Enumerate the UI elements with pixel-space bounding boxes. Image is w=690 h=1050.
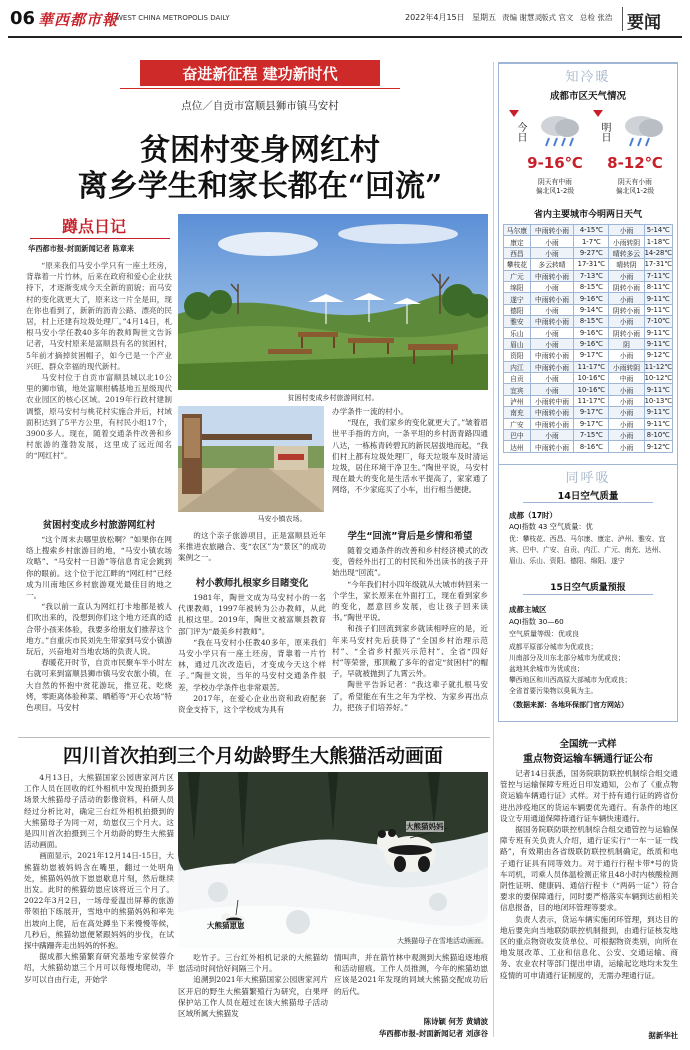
today-condition: 小雨 (530, 281, 574, 292)
city-name: 资阳 (504, 350, 531, 361)
city-weather-row (504, 338, 673, 349)
body-paragraph: 据国务院联防联控机制综合组交通管控与运输保障专班有关负责人介绍，通行证实行“一车一证一线路”，有效期由各省级联防联控机制确定，纸质和电子通行证具有同等效力。对于通行行程卡带*号的货车司机，司乘人员体温检测正常且48小时内核酸检测阴性证明、健康码、通信行程卡（“两码一证”）符合要求的要保障通行，同时要严格落实车辆到达前相关信息报备，目的地闭环管理等要求。 (500, 825, 678, 913)
today-condition: 中雨转小雨 (530, 441, 574, 452)
city-weather-row (504, 225, 673, 236)
today-condition: 小雨 (530, 384, 574, 395)
city-name: 巴中 (504, 430, 531, 441)
today-condition: 小雨 (530, 338, 574, 349)
freight-text (500, 768, 678, 1028)
editor-3: 总检 张浩 (580, 13, 613, 22)
body-paragraph: 追溯到2021年大熊猫国家公园唐家河片区开启的野生大熊猫繁殖行为研究，白果坪保护站工作人员在超过在该大熊猫母子活动区域所属大熊猫发 (178, 975, 328, 1019)
city-name: 宜宾 (504, 384, 531, 395)
city-weather-row (504, 407, 673, 418)
tomorrow-range: 10-13℃ (644, 397, 672, 406)
location-tag: 点位／自贡市富顺县狮市镇马安村 (181, 100, 339, 112)
city-table-title: 省内主要城市今明两日天气 (533, 210, 642, 220)
tomorrow-condition: 小雨 (609, 430, 644, 441)
headline (30, 133, 490, 205)
tomorrow-range: 9-12℃ (644, 350, 672, 361)
body-paragraph: 1981年，陶世文成为马安村小的一名代课教师，1997年被转为公办教师，从此扎根这里。2019年，陶世文被富顺县教育部门评为“最美乡村教师”。 (178, 593, 326, 636)
freight-kicker: 全国统一式样 (559, 739, 617, 750)
today-range: 8-15℃ (574, 281, 609, 292)
today-condition: 小雨转中雨 (530, 395, 574, 406)
city-name: 达州 (504, 441, 531, 452)
panda-col-2 (178, 952, 328, 1042)
tomorrow-range: 11-12℃ (644, 362, 672, 371)
tomorrow-marker (593, 110, 603, 117)
tomorrow-range: 14-28℃ (644, 248, 672, 257)
panda-headline: 四川首次拍到三个月幼龄野生大熊猫活动画面 (62, 745, 443, 767)
tomorrow-condition: 小雨 (609, 441, 644, 452)
photo-label-mother: 大熊猫妈妈 (406, 822, 444, 831)
section-name: 要闻 (627, 13, 661, 33)
issue-date: 2022年4月15日 (405, 13, 465, 22)
body-paragraph: 记者14日获悉，国务院联防联控机制综合组交通管控与运输保障专班近日印发通知，公布了《重点物资运输车辆通行证》式样。对于持有通行证的跨省份进出涉疫地区的货运车辆要优先通行。有条件的地区设立专用通道保障持通行证车辆快速通行。 (500, 769, 678, 823)
tomorrow-condition: 小雨转阴 (609, 361, 644, 372)
city-weather-row (504, 430, 673, 441)
body-paragraph: 负责人表示，货运车辆实施闭环管理，到达目的地后要先向当地联防联控机制报到，由通行证核发地区的重点物资收发货单位、可根据物资类别，向所在地发展改革、工业和信息化、公安、交通运输、商务、农业农村等部门提出申请，运输起讫地均未发生疫情的可申请通行证制度的，无需办理通行证。 (500, 914, 678, 980)
today-temp: 9-16℃ (527, 154, 583, 172)
today-range: 8-15℃ (574, 316, 609, 327)
paper-name: 華西都市報 (38, 11, 119, 29)
forecast-line: 全省首要污染物以臭氧为主。 (509, 687, 598, 695)
forecast-quality: 空气质量等级：优或良 (509, 630, 579, 638)
tomorrow-range: 9-11℃ (644, 327, 672, 338)
body-paragraph: 陶世平告诉记者：“我这辈子就扎根马安了，希望能在有生之年为学校、为家乡再出点力，把孩子们培养好。” (332, 680, 488, 712)
tomorrow-range: 9-11℃ (644, 304, 672, 315)
today-range: 10-16℃ (574, 373, 609, 384)
photo-caption: 贫困村变成乡村旅游网红村。 (287, 394, 379, 402)
tomorrow-condition: 小雨 (609, 316, 644, 327)
tomorrow-condition: 小雨 (609, 407, 644, 418)
body-paragraph: 吃竹子。三台红外相机记录的大熊猫幼崽活动时间恰好间隔三个月。 (178, 953, 328, 974)
section-rule (18, 737, 490, 738)
city-name: 攀枝花 (504, 259, 531, 270)
editor-2: 版式 官文 (541, 13, 574, 22)
today-range: 7-13℃ (574, 270, 609, 281)
city-name: 南充 (504, 407, 531, 418)
body-paragraph: 据成都大熊猫繁育研究基地专家侯蓉介绍，大熊猫幼崽三个月可以每慢地爬动，半岁可以自由行走，开始学 (24, 952, 174, 984)
body-paragraph: 春暖花开时节，自贡市民聚车半小时左右就可来到富顺县狮市镇马安农旅小镇，在大自然的怀抱中赏花游玩，推豆花、吃烧烤，零距离体验种菜、晒稻等“开心农场”特色项目。马安村 (26, 658, 172, 713)
freight-source: 据新华社 (648, 1031, 678, 1040)
tomorrow-condition: 晴转多云 (609, 247, 644, 258)
tomorrow-range: 10-12℃ (644, 374, 672, 383)
today-wind: 偏北风1-2级 (535, 187, 575, 195)
forecast-line: 川南部分及川东北部分城市为优或良； (509, 654, 625, 662)
tomorrow-range: 8-11℃ (644, 281, 672, 292)
today-range: 10-16℃ (574, 384, 609, 395)
city-weather-row (504, 270, 673, 281)
banner-text: 奋进新征程 建功新时代 (182, 65, 338, 83)
tomorrow-condition: 小雨 (609, 350, 644, 361)
right-bottom-text (332, 545, 488, 742)
body-paragraph: 画面显示，2021年12月14日-15日，大熊猫幼崽被妈妈含在嘴里，翻过一处明角处，熊猫妈妈放下崽崽歇息片刻，然后继续出发。此时的熊猫幼崽应该将近三个月了。2022年3月2日，一场母爱温出屏幕的旅游带领拍下练展开，雪地中的熊猫妈妈和率先出坡向上爬，后在高处蹲坐下来慢慢等候，几秒后，熊猫幼崽便紧跟妈妈的步伐，在试探中蹒跚奔走出妈妈的怀抱。 (24, 851, 174, 951)
masthead (0, 0, 690, 40)
body-paragraph: 4月13日，大熊猫国家公园唐家河片区工作人员在回收的红外相机中发现拍摄到多场景大熊猫母子活动的影像资料，科研人员经过分析比对，确定三台红外相机拍摄到的大熊猫母子为同一对，幼崽仅三个月大。这是四川首次拍摄到三个月幼龄的野生大熊猫活动画面。 (24, 773, 174, 850)
today-label: 今日 (515, 122, 526, 142)
tomorrow-condition: 小雨 (609, 384, 644, 395)
body-paragraph: “今年我们村小四年级就从大城市转回来一个学生，家长原来在外面打工，现在看到家乡的变化，愿意回乡发展，也让孩子回来读书。”陶世平说。 (332, 579, 488, 623)
today-condition: 中雨转小雨 (530, 293, 574, 304)
banner-line-left (120, 88, 400, 89)
tomorrow-range: 9-11℃ (644, 418, 672, 429)
today-range: 9-17℃ (574, 350, 609, 361)
city-name: 雅安 (504, 316, 531, 327)
forecast-source: （数据来源：各地环保部门官方网站） (509, 701, 628, 709)
air-title: 14日空气质量 (557, 491, 619, 502)
today-condition: 多云转晴 (530, 259, 574, 270)
tomorrow-condition: 小雨 (609, 225, 644, 236)
tomorrow-block (591, 104, 671, 200)
today-condition: 小雨 (530, 304, 574, 315)
tomorrow-condition: 中雨 (609, 373, 644, 384)
city-name: 马尔康 (504, 225, 531, 236)
forecast-line: 攀西地区和川西高原大部城市为优或良； (509, 676, 632, 684)
city-weather-row (504, 384, 673, 395)
column-tag-line (30, 238, 170, 239)
tomorrow-desc: 阴天有小雨 (618, 178, 652, 186)
today-condition: 中雨转小雨 (530, 418, 574, 429)
forecast-title: 15日空气质量预报 (550, 583, 626, 593)
city-weather-row (504, 361, 673, 372)
tomorrow-wind: 偏北风1-2级 (615, 187, 655, 195)
panda-reporters: 陈诗颖 何芳 黄婧波 (423, 1017, 488, 1026)
city-weather-row (504, 293, 673, 304)
today-range: 17-31℃ (574, 259, 609, 270)
photo-caption: 马安小镇农场。 (257, 515, 307, 523)
photo-label-cub: 大熊猫崽崽 (207, 921, 245, 930)
today-condition: 小雨 (530, 430, 574, 441)
city-weather-row (504, 327, 673, 338)
tomorrow-condition: 小雨转阴 (609, 236, 644, 247)
section-1-text (26, 534, 172, 742)
city-weather-row (504, 316, 673, 327)
mid-top-text (178, 530, 326, 564)
forecast-line: 盆地其余城市为优或良； (509, 665, 584, 673)
body-paragraph: “这个周末去哪里放松啊？”如果你在网络上搜索乡村旅游目的地，“马安小镇农场攻略”、“马安村一日游”等信息肯定会跳到你的眼前。这个位于沱江畔的“网红村”已经成为川南地区乡村旅游观光最佳目的地之一。 (26, 535, 172, 601)
city-weather-table (503, 224, 673, 453)
air-aqi: AQI指数 43 空气质量：优 (509, 522, 593, 531)
tomorrow-condition: 小雨 (609, 418, 644, 429)
rain-cloud-icon (619, 112, 667, 152)
tomorrow-range: 17-31℃ (644, 260, 672, 269)
today-range: 9-16℃ (574, 338, 609, 349)
issue-weekday: 星期五 (472, 13, 496, 22)
city-weather-row (504, 236, 673, 247)
city-weather-row (504, 304, 673, 315)
today-range: 4-15℃ (574, 225, 609, 236)
today-range: 9-16℃ (574, 293, 609, 304)
tomorrow-condition: 阴转小雨 (609, 327, 644, 338)
tomorrow-condition: 小雨 (609, 395, 644, 406)
today-marker (509, 110, 519, 117)
today-range: 9-17℃ (574, 407, 609, 418)
village-tourism-photo (178, 214, 488, 390)
today-range: 9-27℃ (574, 247, 609, 258)
section-title: 贫困村变成乡村旅游网红村 (42, 520, 156, 531)
farm-gate-photo-art (178, 406, 324, 512)
masthead-rule (8, 36, 682, 38)
tomorrow-range: 9-12℃ (644, 441, 672, 452)
column-rule (493, 62, 494, 1037)
panda-col-1 (24, 772, 174, 1042)
body-paragraph: 和孩子们回流到家乡就读相呼应的是，近年来马安村先后获得了“全国乡村治理示范村”、“全省乡村振兴示范村”、全省“四好村”等荣誉，那顶戴了多年的省定“贫困村”的帽子，早就被抛到了九霄云外。 (332, 624, 488, 679)
air-list: 优：攀枝花、西昌、马尔康、康定、泸州、雅安、宜宾、巴中、广安、自贡、内江、广元、南充、达州、眉山、乐山、资阳、德阳、绵阳、遂宁 (509, 535, 666, 565)
tomorrow-condition: 阴转小雨 (609, 281, 644, 292)
today-range: 9-14℃ (574, 304, 609, 315)
today-condition: 中雨转小雨 (530, 407, 574, 418)
today-condition: 小雨 (530, 373, 574, 384)
page-number: 06 (10, 8, 36, 29)
farm-gate-photo (178, 406, 324, 512)
city-name: 乐山 (504, 327, 531, 338)
today-block (507, 104, 587, 200)
city-weather-row (504, 441, 673, 452)
city-weather-table-grid (503, 224, 673, 453)
panda-byline: 华西都市报-封面新闻记者 刘彦谷 (378, 1029, 488, 1038)
lead-text (26, 260, 172, 504)
today-range: 11-17℃ (574, 395, 609, 406)
mid-bottom-text (178, 592, 326, 742)
air-title-line (523, 502, 653, 503)
today-condition: 小雨 (530, 236, 574, 247)
tomorrow-range: 9-11℃ (644, 384, 672, 395)
weather-panel (498, 62, 678, 722)
today-range: 9-17℃ (574, 418, 609, 429)
city-name: 遂宁 (504, 293, 531, 304)
city-name: 德阳 (504, 304, 531, 315)
today-condition: 中雨转小雨 (530, 225, 574, 236)
today-range: 7-15℃ (574, 430, 609, 441)
tomorrow-temp: 8-12℃ (607, 154, 663, 172)
tomorrow-range: 5-14℃ (644, 225, 672, 236)
column-tag: 蹲点日记 (62, 217, 127, 236)
today-condition: 中雨转小雨 (530, 350, 574, 361)
city-name: 西昌 (504, 247, 531, 258)
panda-col-3 (334, 952, 488, 1012)
tomorrow-range: 9-11℃ (644, 293, 672, 304)
city-weather-row (504, 281, 673, 292)
city-name: 内江 (504, 361, 531, 372)
air-header (499, 464, 677, 486)
air-city: 成都（17时） (509, 511, 557, 520)
freight-title: 重点物资运输车辆通行证公布 (523, 754, 653, 765)
city-name: 眉山 (504, 338, 531, 349)
section-divider (622, 7, 623, 31)
body-paragraph: “我在马安村小任教40多年，原来我们马安小学只有一座土坯房，背靠着一片竹林，通过几次改造后，才变成今天这个样子。”陶世文说，当年的马安村交通条件很差，学校办学条件也非常艰苦。 (178, 637, 326, 692)
today-condition: 中雨转小雨 (530, 270, 574, 281)
forecast-aqi: AQI指数 30—60 (509, 617, 564, 626)
tomorrow-condition: 小雨 (609, 270, 644, 281)
city-weather-row (504, 259, 673, 270)
body-paragraph: “我以前一直认为网红打卡地都是被人们吹出来的，没想到你们这个地方还真的适合带小孩来体验，我要多给朋友们推荐这个地方。”自重庆市民刘先生带家到马安小镇游玩后，兴奋地对当地农场的负责人说。 (26, 602, 172, 657)
today-condition: 中雨转小雨 (530, 316, 574, 327)
body-paragraph: 2017年，在爱心企业出资和政府配套资金支持下，这个学校成为具有 (178, 693, 326, 715)
today-condition: 小雨 (530, 327, 574, 338)
section-title: 学生“回流”背后是乡情和希望 (347, 531, 473, 542)
city-weather-row (504, 350, 673, 361)
city-weather-row (504, 247, 673, 258)
forecast-line: 成都平原部分城市为优或良； (509, 643, 598, 651)
air-header-title: 同呼吸 (565, 471, 611, 486)
headline-line-2: 离乡学生和家长都在“回流” (77, 169, 443, 204)
right-top-text (332, 406, 488, 524)
city-weather-row (504, 395, 673, 406)
today-range: 8-16℃ (574, 441, 609, 452)
rain-cloud-icon (535, 112, 583, 152)
city-name: 广安 (504, 418, 531, 429)
tomorrow-range: 9-11℃ (644, 338, 672, 349)
today-range: 11-17℃ (574, 361, 609, 372)
city-weather-title: 成都市区天气情况 (549, 91, 626, 102)
body-paragraph: 的这个亲子旅游项目，正是富顺县近年来推进农旅融合、变“农区”为“景区”的成功案例之一。 (178, 531, 326, 563)
body-paragraph: “现在，我们家乡的变化就更大了。”皱着眉世平手指的方向，一条平坦的乡村沥青路四通八达，一栋栋青砖碧瓦的新民居拔地而起，“我们村上都有垃圾处理厂，每天垃圾车及时清运垃圾，居住环境干净卫生。”陶世平说，马安村现在最大的变化是生活水平提高了，家家通了网络，不少家庭买了小车，出行相当便捷。 (332, 418, 488, 495)
tomorrow-label: 明日 (599, 122, 610, 142)
city-weather-row (504, 373, 673, 384)
tomorrow-range: 1-18℃ (644, 236, 672, 247)
lead-paragraph: “原来我们马安小学只有一座土坯房，背靠着一片竹林，后来在政府和爱心企业扶持下，才逐渐变成今天全新的面貌；而马安村的变化就更大了，原来这一片全是田，现在你也看到了，新新的沥青公路、漂亮的民居，村上还建有垃圾处理厂。”4月14日，札根马安小学任教40多年的教师陶世文告诉记者，马安村原来是富顺县有名的贫困村，5年前才摘掉贫困帽子，如今已是一个产业兴旺、群众幸福的现代新村。 (26, 261, 172, 371)
tomorrow-range: 7-11℃ (644, 270, 672, 281)
tomorrow-range: 9-11℃ (644, 407, 672, 418)
city-name: 泸州 (504, 395, 531, 406)
today-range: 1-7℃ (574, 236, 609, 247)
body-paragraph: 随着交通条件的改善和乡村经济模式的改变，曾经外出打工的村民和外出读书的孩子开始出现“回流”。 (332, 546, 488, 578)
body-paragraph: 办学条件一流的村小。 (332, 407, 408, 416)
weather-header (499, 62, 677, 84)
city-name: 绵阳 (504, 281, 531, 292)
today-range: 9-16℃ (574, 327, 609, 338)
paper-english: WEST CHINA METROPOLIS DAILY (116, 14, 230, 22)
photo-caption: 大熊猫母子在雪地活动画面。 (397, 937, 488, 945)
editor-1: 责编 谢慧灵 (502, 13, 542, 22)
village-tourism-photo-art (178, 214, 488, 390)
tomorrow-range: 8-10℃ (644, 430, 672, 441)
tomorrow-condition: 晴转阴 (609, 259, 644, 270)
body-paragraph: 情叫声，并在箭竹林中观测到大熊猫追逐地痕和活动留痕。工作人员推测，今年的熊猫幼崽应该是2021年发现的同域大熊猫交配成功后的后代。 (334, 953, 488, 996)
forecast-city: 成都主城区 (509, 605, 547, 614)
section-title: 村小教师扎根家乡目睹变化 (195, 578, 309, 589)
city-name: 康定 (504, 236, 531, 247)
today-condition: 小雨 (530, 247, 574, 258)
headline-line-1: 贫困村变身网红村 (140, 133, 380, 168)
city-name: 自贡 (504, 373, 531, 384)
tomorrow-condition: 小雨 (609, 293, 644, 304)
today-condition: 中雨转小雨 (530, 361, 574, 372)
city-name: 广元 (504, 270, 531, 281)
byline-reporter: 华西都市报-封面新闻记者 陈章来 (28, 244, 135, 253)
tomorrow-range: 7-10℃ (644, 316, 672, 327)
lead-paragraph: 马安村位于自贡市富顺县城以北10公里的狮市镇，地处富顺柑橘基地五星级现代农业园区的核心区域。2019年行政村建制调整，原马安村与桃花村实施合并后，村域面积达到了5平方公里，有村民小组17个，3900多人。现在，随着交通条件改善和乡村旅游的蓬勃发展，这里成了远近闻名的“网红村”。 (26, 373, 172, 461)
tomorrow-condition: 阴 (609, 338, 644, 349)
tomorrow-condition: 阴转小雨 (609, 304, 644, 315)
weather-header-title: 知冷暖 (565, 70, 611, 85)
forecast-title-line (523, 594, 653, 595)
city-weather-row (504, 418, 673, 429)
today-desc: 阴天有中雨 (538, 178, 572, 186)
